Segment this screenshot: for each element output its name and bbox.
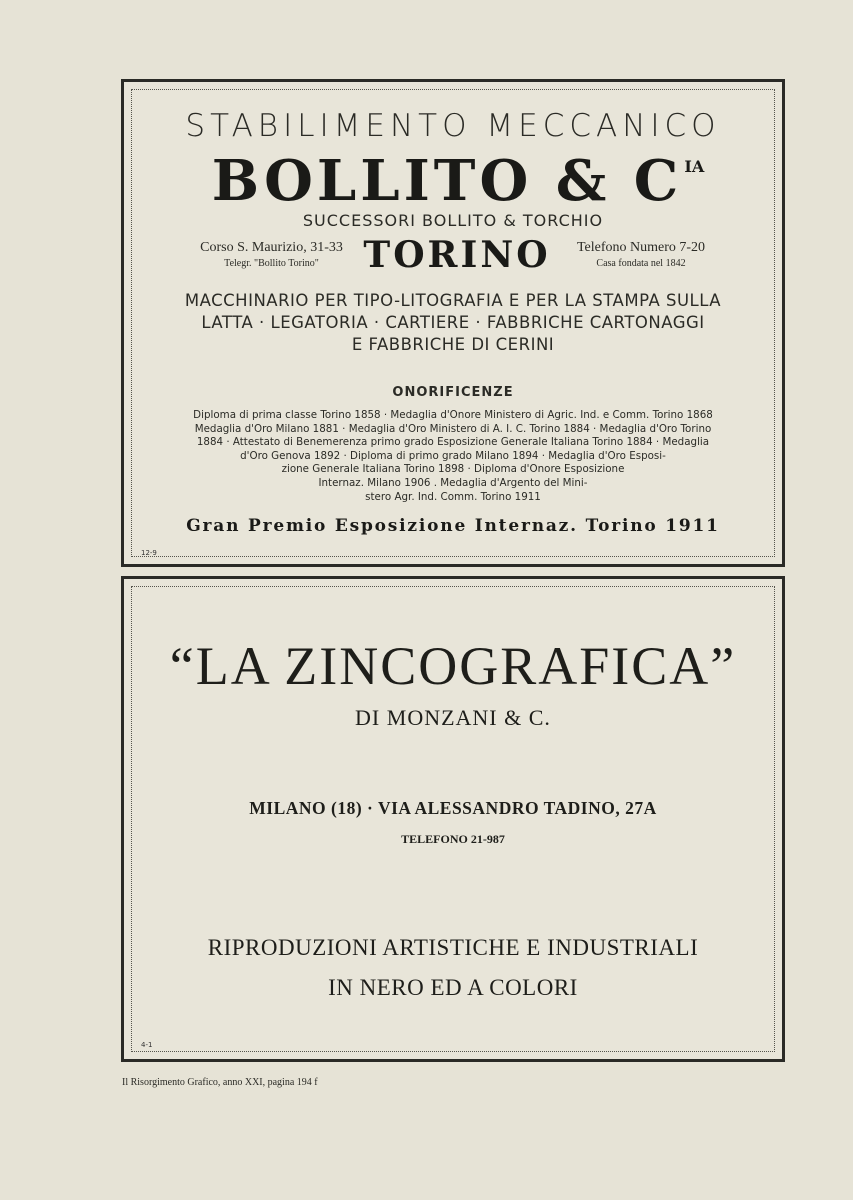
honors-line: d'Oro Genova 1892 · Diploma di primo grado Milano 1894 · Medaglia d'Oro Esposi-: [240, 449, 666, 462]
honors-line: 1884 · Attestato di Benemerenza primo grado Esposizione Generale Italiana Torino 1884 · Medaglia: [196, 436, 710, 449]
street-address: Corso S. Maurizio, 31-33: [200, 240, 343, 255]
honors-line: zione Generale Italiana Torino 1898 · Diploma d'Onore Esposizione: [281, 463, 625, 476]
services-line: IN NERO ED A COLORI: [328, 975, 578, 1000]
telegraph-address: Telegr. "Bollito Torino": [224, 258, 319, 269]
ad-reference-number: 4-1: [141, 1041, 153, 1049]
successors-line: SUCCESSORI BOLLITO & TORCHIO: [302, 211, 604, 230]
products-line: LATTA · LEGATORIA · CARTIERE · FABBRICHE CARTONAGGI: [201, 313, 705, 332]
phone-number: Telefono Numero 7-20: [576, 240, 706, 255]
zincografica-advertisement: [121, 576, 785, 1062]
products-line: E FABBRICHE DI CERINI: [351, 335, 555, 354]
products-line: MACCHINARIO PER TIPO-LITOGRAFIA E PER LA STAMPA SULLA: [184, 291, 722, 310]
page-footer: Il Risorgimento Grafico, anno XXI, pagina 194 f: [122, 1077, 318, 1088]
bollito-advertisement: [121, 79, 785, 567]
address-block: [184, 240, 359, 269]
company-suffix: IA: [684, 157, 705, 176]
honors-list: [124, 409, 782, 504]
honors-line: stero Agr. Ind. Comm. Torino 1911: [365, 490, 541, 503]
phone-line: TELEFONO 21-987: [401, 832, 505, 846]
services-block: [124, 928, 782, 1008]
company-name-text: BOLLITO & C: [211, 148, 683, 214]
ad-heading: STABILIMENTO MECCANICO: [185, 108, 721, 144]
honors-line: Medaglia d'Oro Milano 1881 · Medaglia d'Oro Ministero di A. I. C. Torino 1884 · Medaglia d'Oro Torino: [194, 422, 712, 435]
grand-prize: Gran Premio Esposizione Internaz. Torino 1911: [186, 516, 720, 536]
phone-block: [556, 240, 726, 269]
company-name: [124, 148, 782, 214]
honors-line: Internaz. Milano 1906 . Medaglia d'Argento del Mini-: [318, 476, 588, 489]
ad-reference-number: 12-9: [141, 549, 157, 557]
products-block: [124, 290, 782, 356]
honors-line: Diploma di prima classe Torino 1858 · Medaglia d'Onore Ministero di Agric. Ind. e Comm. Torino 1868: [193, 409, 713, 421]
ad-subtitle: DI MONZANI & C.: [355, 705, 551, 730]
ad-title: “LA ZINCOGRAFICA”: [169, 636, 737, 696]
address-line: MILANO (18) · VIA ALESSANDRO TADINO, 27A: [249, 798, 657, 818]
honors-heading: ONORIFICENZE: [392, 385, 514, 400]
services-line: RIPRODUZIONI ARTISTICHE E INDUSTRIALI: [207, 935, 699, 960]
city-name: TORINO: [363, 234, 551, 276]
founding-year: Casa fondata nel 1842: [596, 258, 686, 269]
